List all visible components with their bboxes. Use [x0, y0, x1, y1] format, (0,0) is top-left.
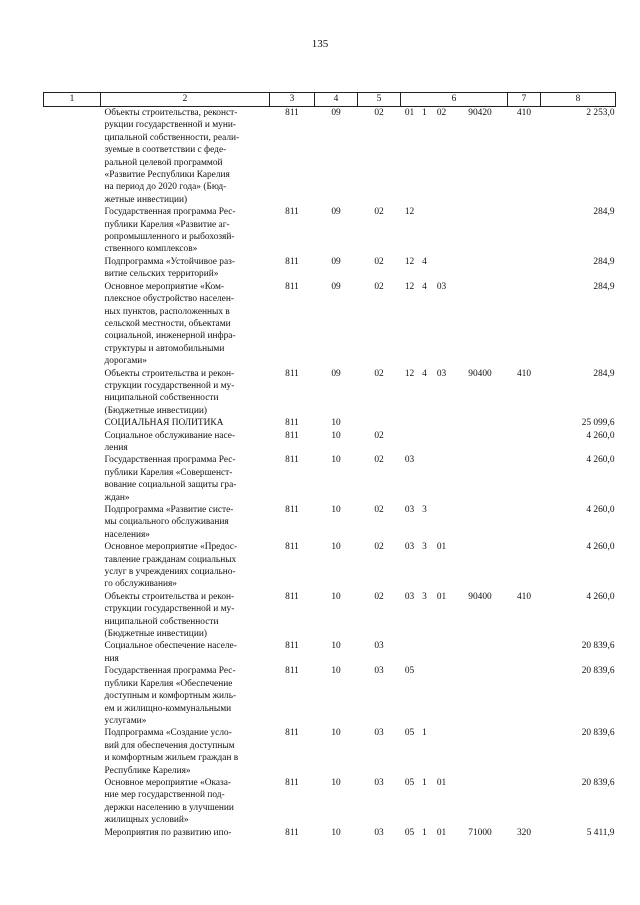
subsection-code: 02 [374, 591, 384, 602]
activity-code [431, 256, 453, 281]
table-row [44, 107, 616, 207]
column-header: 2 [101, 93, 270, 107]
expense-type-code [508, 417, 541, 429]
subsection-code: 02 [374, 505, 384, 515]
table-row [44, 591, 616, 641]
table-row [44, 727, 616, 777]
direction-code [453, 430, 508, 455]
table-row [44, 256, 616, 281]
amount-value: 2 253,0 [586, 108, 615, 118]
expense-type-code [508, 665, 541, 727]
activity-code: 02 [436, 108, 447, 118]
amount-value: 284,9 [593, 281, 615, 292]
subprogram-code [419, 206, 431, 256]
section-code: 09 [331, 368, 341, 379]
row-number-cell [44, 107, 101, 207]
ministry-code: 811 [285, 542, 299, 553]
expense-type-code [508, 777, 541, 827]
table-body [44, 107, 616, 839]
section-code: 10 [331, 641, 341, 652]
program-code: 01 [404, 108, 415, 118]
row-number-cell [44, 827, 101, 839]
amount-value: 4 260,0 [586, 455, 615, 466]
expense-type-code: 410 [516, 368, 532, 379]
ministry-code: 811 [285, 827, 299, 838]
table-row [44, 430, 616, 455]
ministry-code: 811 [285, 728, 299, 739]
row-number-cell [44, 281, 101, 368]
expense-type-code: 410 [516, 108, 532, 118]
expense-type-code [508, 206, 541, 256]
expense-type-code [508, 430, 541, 455]
subprogram-code: 3 [422, 505, 427, 515]
direction-code [453, 417, 508, 429]
direction-code: 71000 [468, 827, 492, 838]
program-code: 05 [404, 827, 415, 838]
ministry-code: 811 [285, 455, 299, 466]
table-row [44, 417, 616, 429]
ministry-code: 811 [285, 281, 299, 292]
ministry-code: 811 [285, 591, 299, 602]
budget-table [43, 92, 616, 839]
line-item-name: Объекты строительства и рекон- струкции государственной и му- ниципальной собственности (Бюджетные инвестиции) [104, 591, 235, 640]
row-number-cell [44, 368, 101, 418]
subsection-code: 02 [374, 542, 384, 553]
activity-code [431, 727, 453, 777]
expense-type-code [508, 504, 541, 541]
activity-code: 01 [436, 777, 447, 788]
subprogram-code [419, 417, 431, 429]
column-header: 1 [44, 93, 101, 107]
table-row [44, 206, 616, 256]
program-code: 12 [404, 368, 415, 379]
subsection-code: 03 [374, 666, 384, 677]
activity-code: 01 [436, 542, 447, 553]
subsection-code: 02 [374, 455, 384, 466]
amount-value: 284,9 [593, 207, 615, 218]
row-number-cell [44, 430, 101, 455]
activity-code [431, 504, 453, 541]
line-item-name: Государственная программа Рес- публики Карелия «Развитие аг- ропромышленного и рыбохозяй- ственного комплексов» [104, 207, 236, 255]
table-row [44, 368, 616, 418]
section-code: 10 [331, 827, 341, 838]
amount-value: 25 099,6 [581, 418, 615, 429]
column-header: 8 [541, 93, 616, 107]
line-item-name: Подпрограмма «Развитие систе- мы социального обслуживания населения» [104, 505, 234, 540]
ministry-code: 811 [285, 505, 299, 515]
ministry-code: 811 [285, 368, 299, 379]
subprogram-code [419, 640, 431, 665]
section-code: 10 [331, 505, 341, 515]
ministry-code: 811 [285, 666, 299, 677]
amount-value: 20 839,6 [581, 728, 615, 739]
direction-code [453, 454, 508, 504]
row-number-cell [44, 256, 101, 281]
expense-type-code [508, 256, 541, 281]
section-code: 10 [331, 542, 341, 553]
direction-code [453, 640, 508, 665]
subprogram-code: 1 [422, 827, 427, 838]
row-number-cell [44, 665, 101, 727]
subprogram-code [419, 454, 431, 504]
section-code: 10 [331, 591, 341, 602]
subsection-code: 03 [374, 728, 384, 739]
amount-value: 5 411,9 [586, 827, 615, 838]
direction-code [453, 777, 508, 827]
program-code [401, 430, 419, 455]
activity-code: 01 [436, 591, 447, 602]
subprogram-code: 4 [422, 281, 427, 292]
subprogram-code: 3 [422, 542, 427, 553]
table-row [44, 640, 616, 665]
amount-value: 20 839,6 [581, 666, 615, 677]
column-header: 7 [508, 93, 541, 107]
subsection-code: 03 [374, 777, 384, 788]
section-code: 10 [331, 430, 341, 441]
row-number-cell [44, 777, 101, 827]
amount-value: 20 839,6 [581, 777, 615, 788]
row-number-cell [44, 206, 101, 256]
amount-value: 4 260,0 [586, 542, 615, 553]
subprogram-code: 4 [422, 368, 427, 379]
expense-type-code [508, 727, 541, 777]
activity-code [431, 665, 453, 727]
subsection-code: 02 [374, 368, 384, 379]
section-code: 10 [331, 666, 341, 677]
activity-code [431, 417, 453, 429]
program-code: 03 [404, 505, 415, 515]
ministry-code: 811 [285, 256, 299, 267]
amount-value: 4 260,0 [586, 505, 615, 515]
row-number-cell [44, 454, 101, 504]
subprogram-code: 1 [422, 728, 427, 739]
program-code: 03 [404, 591, 415, 602]
expense-type-code [508, 640, 541, 665]
line-item-name: Социальное обеспечение населе- ния [104, 641, 237, 664]
direction-code [453, 665, 508, 727]
direction-code [453, 256, 508, 281]
column-header: 3 [270, 93, 315, 107]
section-code: 10 [331, 418, 341, 429]
direction-code [453, 281, 508, 368]
page-number: 135 [311, 38, 329, 50]
activity-code [431, 430, 453, 455]
subprogram-code: 1 [422, 777, 427, 788]
expense-type-code [508, 281, 541, 368]
row-number-cell [44, 417, 101, 429]
column-header: 5 [358, 93, 401, 107]
amount-value: 4 260,0 [586, 430, 615, 441]
line-item-name: Основное мероприятие «Ком- плексное обустройство населен- ных пунктов, расположенных в сельской местности, объектами социальной, инженерной инфра- структуры и автомобильными дорогами» [104, 281, 236, 367]
ministry-code: 811 [285, 207, 299, 218]
table-row [44, 777, 616, 827]
direction-code: 90400 [468, 591, 492, 602]
ministry-code: 811 [285, 430, 299, 441]
column-header: 6 [401, 93, 508, 107]
direction-code [453, 504, 508, 541]
direction-code [453, 727, 508, 777]
ministry-code: 811 [285, 108, 299, 118]
section-code: 09 [331, 281, 341, 292]
section-code: 09 [331, 256, 341, 267]
expense-type-code: 320 [516, 827, 532, 838]
line-item-name: Государственная программа Рес- публики Карелия «Совершенст- вование социальной защиты гра- ждан» [104, 455, 237, 503]
activity-code [431, 454, 453, 504]
program-code: 05 [404, 728, 415, 739]
line-item-name: Мероприятия по развитию ипо- [104, 827, 232, 838]
expense-type-code [508, 454, 541, 504]
line-item-name: Объекты строительства, реконст- рукции государственной и муни- ципальной собственности, реали- зуемые в соответствии с феде- ральной целевой программой «Развитие Республики Карелия на период до 2020 года» (Бюд- жетные инвестиции) [104, 108, 240, 205]
line-item-name: Государственная программа Рес- публики Карелия «Обеспечение доступным и комфортным жиль- ем и жилищно-коммунальными услугами» [104, 666, 237, 726]
program-code: 03 [404, 455, 415, 466]
program-code [401, 640, 419, 665]
line-item-name: Социальное обслуживание насе- ления [104, 430, 236, 453]
section-code: 10 [331, 777, 341, 788]
program-code: 05 [404, 666, 415, 677]
table-row [44, 665, 616, 727]
expense-type-code: 410 [516, 591, 532, 602]
amount-value: 20 839,6 [581, 641, 615, 652]
section-code: 09 [331, 207, 341, 218]
column-header-row [44, 93, 616, 107]
subsection-code: 03 [374, 641, 384, 652]
program-code: 12 [404, 256, 415, 267]
activity-code: 03 [436, 281, 447, 292]
table-row [44, 504, 616, 541]
subsection-code [358, 417, 401, 429]
subsection-code: 02 [374, 108, 384, 118]
table-row [44, 281, 616, 368]
program-code: 12 [404, 281, 415, 292]
activity-code [431, 640, 453, 665]
direction-code [453, 206, 508, 256]
direction-code: 90400 [468, 368, 492, 379]
section-code: 10 [331, 455, 341, 466]
ministry-code: 811 [285, 418, 299, 429]
line-item-name: Подпрограмма «Создание усло- вий для обеспечения доступным и комфортным жильем граждан в Республике Карелия» [104, 728, 239, 776]
row-number-cell [44, 640, 101, 665]
subsection-code: 02 [374, 207, 384, 218]
line-item-name: Основное мероприятие «Предос- тавление гражданам социальных услуг в учреждениях социально- го обслуживания» [104, 542, 238, 590]
subprogram-code [419, 430, 431, 455]
expense-type-code [508, 541, 541, 591]
row-number-cell [44, 541, 101, 591]
subprogram-code: 3 [422, 591, 427, 602]
program-code [401, 417, 419, 429]
table-row [44, 827, 616, 839]
activity-code [431, 206, 453, 256]
direction-code [453, 541, 508, 591]
subprogram-code: 1 [422, 108, 427, 118]
amount-value: 284,9 [593, 256, 615, 267]
subsection-code: 02 [374, 281, 384, 292]
ministry-code: 811 [285, 777, 299, 788]
row-number-cell [44, 591, 101, 641]
line-item-name: Основное мероприятие «Оказа- ние мер государственной под- держки населению в улучшении жилищных условий» [104, 777, 234, 826]
ministry-code: 811 [285, 641, 299, 652]
direction-code: 90420 [468, 108, 492, 118]
row-number-cell [44, 727, 101, 777]
subsection-code: 02 [374, 430, 384, 441]
program-code: 03 [404, 542, 415, 553]
subprogram-code: 4 [422, 256, 427, 267]
subprogram-code [419, 665, 431, 727]
section-code: 10 [331, 728, 341, 739]
activity-code: 03 [436, 368, 447, 379]
table-row [44, 454, 616, 504]
line-item-name: Подпрограмма «Устойчивое раз- витие сельских территорий» [104, 256, 235, 280]
subsection-code: 03 [374, 827, 384, 838]
program-code: 12 [404, 207, 415, 218]
program-code: 05 [404, 777, 415, 788]
amount-value: 4 260,0 [586, 591, 615, 602]
subsection-code: 02 [374, 256, 384, 267]
amount-value: 284,9 [593, 368, 615, 379]
line-item-name: Объекты строительства и рекон- струкции государственной и му- ниципальной собственности (Бюджетные инвестиции) [104, 368, 235, 416]
activity-code: 01 [436, 827, 447, 838]
line-item-name: СОЦИАЛЬНАЯ ПОЛИТИКА [104, 418, 224, 429]
row-number-cell [44, 504, 101, 541]
column-header: 4 [315, 93, 358, 107]
section-code: 09 [331, 108, 341, 118]
table-row [44, 541, 616, 591]
